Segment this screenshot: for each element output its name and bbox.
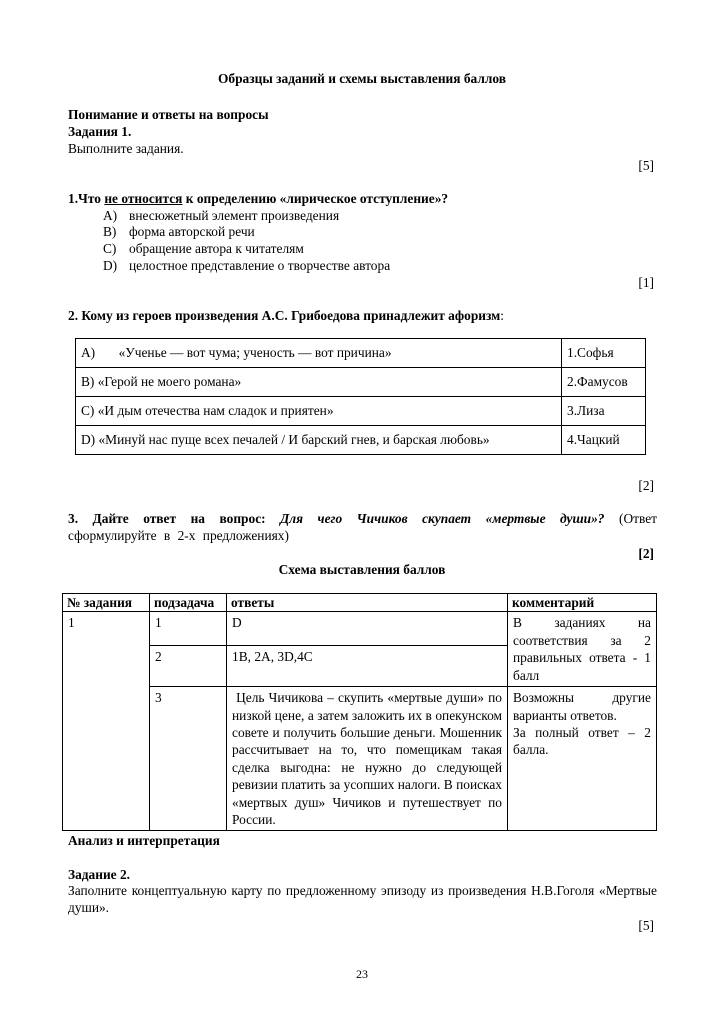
answer-cell: 1B, 2A, 3D,4C <box>227 646 508 687</box>
option-text: форма авторской речи <box>129 224 255 239</box>
question-emphasis: Для чего Чичиков скупает «мертвые души»? <box>280 511 605 526</box>
task-instruction: Выполните задания. <box>68 141 184 156</box>
column-header: комментарий <box>508 594 657 612</box>
option-text: внесюжетный элемент произведения <box>129 208 340 223</box>
question-text: 3. Дайте ответ на вопрос: <box>68 511 281 526</box>
subtask-cell: 3 <box>150 687 227 831</box>
question-text: к определению «лирическое отступление»? <box>182 191 449 206</box>
question-text: 2. Кому из героев произведения А.С. Грибоедова принадлежит афоризм <box>68 308 501 323</box>
option-text: обращение автора к читателям <box>129 241 304 256</box>
hero-cell: 3.Лиза <box>562 397 646 426</box>
score-label: [5] <box>638 158 654 173</box>
comment-text: За полный ответ – 2 балла. <box>513 724 651 758</box>
table-row <box>76 397 646 426</box>
comment-text: Возможны другие варианты ответов. <box>513 690 651 723</box>
table-row <box>63 687 657 831</box>
hero-cell: 4.Чацкий <box>562 426 646 455</box>
table-row <box>76 426 646 455</box>
option-letter: C) <box>103 241 117 256</box>
page-title: Образцы заданий и схемы выставления баллов <box>218 71 506 86</box>
answer-cell: Цель Чичикова – скупить «мертвые души» по низкой цене, а затем заложить их в опекунском совете и получить большие деньги. Мошенник рассчитывает на то, что помещикам такая сделка выгодна: не нужно до следующей ревизии платить за усопших налоги. В поисках «мертвых душ» Чичиков и путешествует по России. <box>227 687 508 831</box>
comment-cell: В заданиях на соответствия за 2 правильных ответа - 1 балл <box>508 612 657 687</box>
column-header: подзадача <box>150 594 227 612</box>
subtask-cell: 2 <box>150 646 227 687</box>
question-note: (Ответ сформулируйте в 2-х предложениях) <box>68 511 658 544</box>
score-label: [2] <box>638 478 654 493</box>
option-c <box>103 240 304 257</box>
question-emphasis: не относится <box>104 191 183 206</box>
task-heading: Задание 2. <box>68 867 130 882</box>
table-row <box>76 368 646 397</box>
quote-cell: A) «Ученье — вот чума; ученость — вот причина» <box>76 339 562 368</box>
question-colon: : <box>500 308 505 323</box>
scoring-scheme-table <box>62 593 657 831</box>
column-header: № задания <box>63 594 150 612</box>
section-heading: Понимание и ответы на вопросы <box>68 107 269 122</box>
option-letter: D) <box>103 258 118 273</box>
answer-cell: D <box>227 612 508 646</box>
matching-table <box>75 338 646 455</box>
section-heading: Анализ и интерпретация <box>68 833 220 848</box>
option-text: целостное представление о творчестве автора <box>129 258 391 273</box>
page-number: 23 <box>356 967 368 981</box>
hero-cell: 1.Софья <box>562 339 646 368</box>
comment-cell <box>508 687 657 831</box>
score-label: [1] <box>638 275 654 290</box>
option-letter: A) <box>103 208 118 223</box>
option-a <box>103 207 339 224</box>
hero-cell: 2.Фамусов <box>562 368 646 397</box>
question-2 <box>68 307 504 324</box>
score-label: [5] <box>638 918 654 933</box>
task-instruction: Заполните концептуальную карту по предложенному эпизоду из произведения Н.В.Гоголя «Мертвые души». <box>68 883 657 916</box>
table-row <box>76 339 646 368</box>
table-row <box>63 612 657 646</box>
option-d <box>103 257 390 274</box>
quote-cell: C) «И дым отечества нам сладок и приятен» <box>76 397 562 426</box>
task-heading: Задания 1. <box>68 124 132 139</box>
quote-cell: D) «Минуй нас пуще всех печалей / И барский гнев, и барская любовь» <box>76 426 562 455</box>
score-label: [2] <box>638 546 654 561</box>
option-letter: B) <box>103 224 117 239</box>
quote-cell: B) «Герой не моего романа» <box>76 368 562 397</box>
column-header: ответы <box>227 594 508 612</box>
question-text: 1.Что <box>68 191 105 206</box>
table-header-row <box>63 594 657 612</box>
task-number-cell: 1 <box>63 612 150 831</box>
subtask-cell: 1 <box>150 612 227 646</box>
option-b <box>103 223 255 240</box>
question-3 <box>68 510 657 545</box>
question-1 <box>68 190 448 207</box>
scheme-title: Схема выставления баллов <box>278 562 446 577</box>
